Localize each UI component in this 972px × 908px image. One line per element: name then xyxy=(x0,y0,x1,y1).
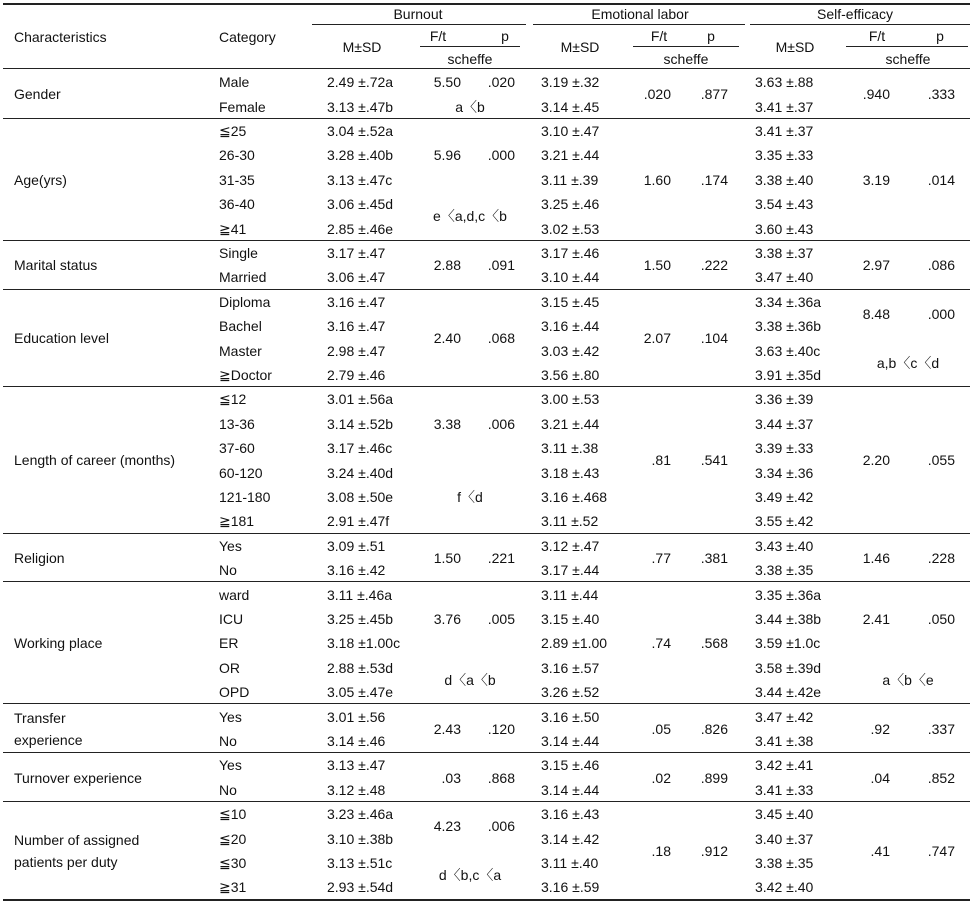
self-efficacy-scheffe-cell: a〈b〈e xyxy=(882,672,934,688)
burnout-msd-cell: 3.01 ±.56 xyxy=(327,708,386,725)
emotional-msd-cell: 3.16 ±.59 xyxy=(541,879,600,896)
header-group-burnout: Burnout xyxy=(393,6,443,22)
burnout-msd-cell: 3.11 ±.46a xyxy=(327,586,393,603)
category-cell: ≧Doctor xyxy=(219,367,272,383)
category-cell: No xyxy=(219,733,237,749)
burnout-msd-cell: 3.13 ±.51c xyxy=(327,855,393,871)
category-cell: 26-30 xyxy=(219,147,255,164)
emotional-msd-cell: 3.19 ±.32 xyxy=(541,74,600,91)
section-label: Number of assigned xyxy=(14,831,140,848)
category-cell: ≦20 xyxy=(219,830,247,847)
self-efficacy-msd-cell: 3.38 ±.37 xyxy=(755,245,814,261)
emotional-msd-cell: 3.15 ±.46 xyxy=(541,757,600,774)
self-efficacy-f-cell: 3.19 xyxy=(862,171,890,188)
section-divider xyxy=(3,386,970,387)
burnout-msd-cell: 3.10 ±.38b xyxy=(327,830,394,847)
section-divider xyxy=(3,703,970,704)
category-cell: Married xyxy=(219,269,267,286)
category-cell: OPD xyxy=(219,684,250,701)
self-efficacy-msd-cell: 3.41 ±.33 xyxy=(755,781,814,798)
burnout-msd-cell: 3.13 ±.47c xyxy=(327,171,393,188)
category-cell: OR xyxy=(219,659,240,676)
emotional-labor-f-cell: .77 xyxy=(651,550,671,566)
emotional-msd-cell: 3.16 ±.468 xyxy=(541,489,608,505)
burnout-msd-cell: 3.14 ±.46 xyxy=(327,733,386,749)
section-label: Length of career (months) xyxy=(14,452,176,469)
section-label: experience xyxy=(14,731,83,748)
category-cell: Master xyxy=(219,342,262,359)
self-efficacy-msd-cell: 3.35 ±.36a xyxy=(755,586,822,603)
burnout-f-cell: 1.50 xyxy=(433,550,461,566)
self-efficacy-msd-cell: 3.60 ±.43 xyxy=(755,220,814,237)
header-characteristics: Characteristics xyxy=(14,29,107,45)
self-efficacy-msd-cell: 3.63 ±.40c xyxy=(755,342,821,359)
burnout-msd-cell: 3.16 ±.42 xyxy=(327,562,386,579)
category-cell: Diploma xyxy=(219,293,271,310)
burnout-msd-cell: 2.91 ±.47f xyxy=(327,513,390,530)
category-cell: 36-40 xyxy=(219,196,255,213)
header-category: Category xyxy=(219,29,276,45)
burnout-scheffe-cell: e〈a,d,c〈b xyxy=(433,208,507,225)
burnout-msd-cell: 3.28 ±.40b xyxy=(327,147,394,164)
emotional-msd-cell: 3.14 ±.44 xyxy=(541,733,600,749)
burnout-scheffe-cell: a〈b xyxy=(455,98,485,115)
burnout-msd-cell: 3.01 ±.56a xyxy=(327,391,394,408)
emotional-msd-cell: 3.02 ±.53 xyxy=(541,220,600,237)
category-cell: ≧31 xyxy=(219,879,247,896)
category-cell: ≦12 xyxy=(219,391,247,408)
emotional-msd-cell: 3.10 ±.47 xyxy=(541,123,600,139)
header-msd-emotional-labor: M±SD xyxy=(560,39,600,55)
section-divider xyxy=(3,581,970,582)
burnout-f-cell: 3.38 xyxy=(433,415,461,432)
emotional-labor-p-cell: .912 xyxy=(700,842,728,859)
burnout-msd-cell: 3.13 ±.47b xyxy=(327,98,394,115)
header-ft-self-efficacy: F/t xyxy=(868,28,886,44)
self-efficacy-msd-cell: 3.41 ±.38 xyxy=(755,733,814,749)
burnout-p-cell: .868 xyxy=(487,769,515,786)
emotional-msd-cell: 3.03 ±.42 xyxy=(541,342,600,359)
burnout-p-cell: .006 xyxy=(487,818,515,835)
emotional-msd-cell: 3.16 ±.57 xyxy=(541,659,600,676)
burnout-ft-p-rule xyxy=(420,46,520,47)
header-ft-burnout: F/t xyxy=(429,28,447,44)
burnout-msd-cell: 2.79 ±.46 xyxy=(327,367,386,383)
self-efficacy-msd-cell: 3.41 ±.37 xyxy=(755,98,814,115)
burnout-msd-cell: 3.13 ±.47 xyxy=(327,757,386,774)
header-scheffe-self-efficacy: scheffe xyxy=(885,51,931,67)
emotional-labor-f-cell: 1.60 xyxy=(643,171,671,188)
burnout-group-rule xyxy=(312,24,526,25)
section-label: Transfer xyxy=(14,709,66,726)
table-bottom-rule xyxy=(3,899,970,901)
section-label: Gender xyxy=(14,86,61,103)
emotional-ft-p-rule xyxy=(633,46,739,47)
emotional-msd-cell: 3.11 ±.40 xyxy=(541,855,599,871)
burnout-f-cell: 5.50 xyxy=(433,74,461,91)
emotional-msd-cell: 3.11 ±.39 xyxy=(541,171,599,188)
self-efficacy-f-cell: .04 xyxy=(870,769,890,786)
self-efficacy-msd-cell: 3.63 ±.88 xyxy=(755,74,814,91)
category-cell: Yes xyxy=(219,537,242,554)
header-p-burnout: p xyxy=(501,28,509,44)
burnout-p-cell: .120 xyxy=(487,720,515,737)
category-cell: ward xyxy=(219,586,250,603)
self-efficacy-msd-cell: 3.38 ±.40 xyxy=(755,171,814,188)
self-efficacy-msd-cell: 3.34 ±.36 xyxy=(755,464,814,481)
section-label: Working place xyxy=(14,635,103,652)
burnout-msd-cell: 3.17 ±.46c xyxy=(327,440,393,457)
category-cell: No xyxy=(219,781,237,798)
burnout-f-cell: .03 xyxy=(441,769,461,786)
category-cell: 13-36 xyxy=(219,415,255,432)
burnout-msd-cell: 2.93 ±.54d xyxy=(327,879,394,896)
emotional-labor-f-cell: .81 xyxy=(651,452,671,469)
burnout-msd-cell: 3.25 ±.45b xyxy=(327,611,394,627)
burnout-msd-cell: 3.06 ±.45d xyxy=(327,196,394,213)
self-efficacy-f-cell: 2.41 xyxy=(862,611,890,627)
emotional-labor-f-cell: 1.50 xyxy=(643,257,671,274)
emotional-msd-cell: 3.16 ±.43 xyxy=(541,806,600,823)
category-cell: Female xyxy=(219,98,266,115)
self-efficacy-p-cell: .086 xyxy=(927,257,955,274)
self-efficacy-msd-cell: 3.47 ±.40 xyxy=(755,269,814,286)
self-efficacy-msd-cell: 3.36 ±.39 xyxy=(755,391,814,408)
category-cell: Single xyxy=(219,245,258,261)
self-efficacy-p-cell: .000 xyxy=(927,306,955,322)
category-cell: Yes xyxy=(219,708,242,725)
burnout-msd-cell: 3.16 ±.47 xyxy=(327,293,386,310)
self-efficacy-group-rule xyxy=(750,24,970,25)
emotional-msd-cell: 3.14 ±.44 xyxy=(541,781,600,798)
self-efficacy-f-cell: 1.46 xyxy=(862,550,890,566)
category-cell: ≦30 xyxy=(219,855,247,871)
emotional-msd-cell: 3.18 ±.43 xyxy=(541,464,600,481)
burnout-msd-cell: 2.85 ±.46e xyxy=(327,220,394,237)
emotional-msd-cell: 3.17 ±.44 xyxy=(541,562,600,579)
burnout-msd-cell: 3.06 ±.47 xyxy=(327,269,386,286)
burnout-scheffe-cell: f〈d xyxy=(457,489,483,505)
emotional-msd-cell: 3.17 ±.46 xyxy=(541,245,600,261)
section-divider xyxy=(3,752,970,753)
emotional-labor-p-cell: .104 xyxy=(700,330,728,347)
self-efficacy-msd-cell: 3.91 ±.35d xyxy=(755,367,822,383)
emotional-msd-cell: 3.11 ±.44 xyxy=(541,586,599,603)
self-efficacy-msd-cell: 3.38 ±.35 xyxy=(755,855,814,871)
emotional-msd-cell: 3.56 ±.80 xyxy=(541,367,600,383)
header-group-emotional-labor: Emotional labor xyxy=(591,6,689,22)
self-efficacy-msd-cell: 3.40 ±.37 xyxy=(755,830,814,847)
self-efficacy-msd-cell: 3.35 ±.33 xyxy=(755,147,814,164)
self-efficacy-f-cell: .92 xyxy=(870,720,890,737)
emotional-labor-f-cell: .020 xyxy=(643,86,671,103)
emotional-msd-cell: 3.16 ±.50 xyxy=(541,708,600,725)
emotional-msd-cell: 3.11 ±.52 xyxy=(541,513,599,530)
section-label: Religion xyxy=(14,550,65,566)
emotional-labor-p-cell: .381 xyxy=(700,550,728,566)
header-p-emotional-labor: p xyxy=(707,28,715,44)
burnout-p-cell: .006 xyxy=(487,415,515,432)
emotional-labor-p-cell: .568 xyxy=(700,635,728,652)
burnout-scheffe-cell: d〈a〈b xyxy=(444,672,496,688)
self-efficacy-msd-cell: 3.38 ±.36b xyxy=(755,318,822,335)
burnout-msd-cell: 3.17 ±.47 xyxy=(327,245,386,261)
burnout-f-cell: 3.76 xyxy=(433,611,461,627)
section-label: Education level xyxy=(14,330,109,347)
burnout-f-cell: 2.88 xyxy=(433,257,461,274)
category-cell: ≦25 xyxy=(219,123,247,139)
emotional-labor-p-cell: .826 xyxy=(700,720,728,737)
self-efficacy-msd-cell: 3.44 ±.42e xyxy=(755,684,822,701)
emotional-msd-cell: 3.12 ±.47 xyxy=(541,537,600,554)
category-cell: 60-120 xyxy=(219,464,263,481)
table-top-rule xyxy=(3,3,970,5)
self-efficacy-msd-cell: 3.45 ±.40 xyxy=(755,806,814,823)
burnout-f-cell: 2.43 xyxy=(433,720,461,737)
emotional-labor-p-cell: .541 xyxy=(700,452,728,469)
self-efficacy-msd-cell: 3.58 ±.39d xyxy=(755,659,822,676)
burnout-p-cell: .000 xyxy=(487,147,515,164)
emotional-msd-cell: 3.21 ±.44 xyxy=(541,147,600,164)
section-label: Marital status xyxy=(14,257,98,274)
burnout-p-cell: .091 xyxy=(487,257,515,274)
self-efficacy-msd-cell: 3.39 ±.33 xyxy=(755,440,814,457)
emotional-labor-p-cell: .174 xyxy=(700,171,728,188)
header-p-self-efficacy: p xyxy=(936,28,944,44)
self-efficacy-msd-cell: 3.43 ±.40 xyxy=(755,537,814,554)
header-msd-burnout: M±SD xyxy=(342,39,382,55)
category-cell: ICU xyxy=(219,611,244,627)
self-efficacy-f-cell: 8.48 xyxy=(862,306,890,322)
header-msd-self-efficacy: M±SD xyxy=(775,39,815,55)
self-efficacy-p-cell: .747 xyxy=(927,842,955,859)
emotional-labor-f-cell: .02 xyxy=(651,769,671,786)
self-efficacy-p-cell: .337 xyxy=(927,720,955,737)
self-efficacy-msd-cell: 3.42 ±.40 xyxy=(755,879,814,896)
self-efficacy-msd-cell: 3.59 ±1.0c xyxy=(755,635,821,652)
section-divider xyxy=(3,801,970,802)
emotional-msd-cell: 3.14 ±.42 xyxy=(541,830,600,847)
header-scheffe-emotional-labor: scheffe xyxy=(663,51,709,67)
self-efficacy-msd-cell: 3.41 ±.37 xyxy=(755,123,814,139)
category-cell: ≧41 xyxy=(219,220,247,237)
category-cell: Yes xyxy=(219,757,242,774)
emotional-msd-cell: 2.89 ±1.00 xyxy=(541,635,608,652)
self-efficacy-msd-cell: 3.42 ±.41 xyxy=(755,757,814,774)
emotional-labor-f-cell: 2.07 xyxy=(643,330,671,347)
self-efficacy-p-cell: .852 xyxy=(927,769,955,786)
category-cell: 121-180 xyxy=(219,489,271,505)
self-efficacy-p-cell: .228 xyxy=(927,550,955,566)
self-efficacy-msd-cell: 3.44 ±.37 xyxy=(755,415,814,432)
burnout-msd-cell: 2.88 ±.53d xyxy=(327,659,394,676)
burnout-f-cell: 2.40 xyxy=(433,330,461,347)
emotional-msd-cell: 3.15 ±.40 xyxy=(541,611,600,627)
emotional-labor-f-cell: .05 xyxy=(651,720,671,737)
burnout-msd-cell: 3.12 ±.48 xyxy=(327,781,386,798)
emotional-labor-p-cell: .877 xyxy=(700,86,728,103)
self-efficacy-msd-cell: 3.47 ±.42 xyxy=(755,708,814,725)
self-efficacy-p-cell: .055 xyxy=(927,452,955,469)
self-efficacy-msd-cell: 3.49 ±.42 xyxy=(755,489,814,505)
header-scheffe-burnout: scheffe xyxy=(447,51,493,67)
category-cell: ER xyxy=(219,635,239,652)
self-efficacy-p-cell: .050 xyxy=(927,611,955,627)
burnout-msd-cell: 3.08 ±.50e xyxy=(327,489,394,505)
self-efficacy-msd-cell: 3.38 ±.35 xyxy=(755,562,814,579)
section-divider xyxy=(3,533,970,534)
emotional-msd-cell: 3.11 ±.38 xyxy=(541,440,599,457)
self-efficacy-scheffe-cell: a,b〈c〈d xyxy=(876,354,940,371)
emotional-msd-cell: 3.00 ±.53 xyxy=(541,391,600,408)
emotional-msd-cell: 3.26 ±.52 xyxy=(541,684,600,701)
section-divider xyxy=(3,118,970,119)
section-divider xyxy=(3,240,970,241)
burnout-msd-cell: 3.14 ±.52b xyxy=(327,415,394,432)
burnout-p-cell: .221 xyxy=(487,550,515,566)
header-bottom-rule xyxy=(3,68,970,69)
emotional-msd-cell: 3.10 ±.44 xyxy=(541,269,600,286)
section-label: patients per duty xyxy=(14,853,118,870)
burnout-msd-cell: 3.05 ±.47e xyxy=(327,684,394,701)
self-efficacy-msd-cell: 3.54 ±.43 xyxy=(755,196,814,213)
self-efficacy-f-cell: .41 xyxy=(870,842,890,859)
burnout-msd-cell: 3.18 ±1.00c xyxy=(327,635,401,652)
section-label: Turnover experience xyxy=(14,769,142,786)
header-group-self-efficacy: Self-efficacy xyxy=(817,6,893,22)
burnout-p-cell: .005 xyxy=(487,611,515,627)
burnout-f-cell: 4.23 xyxy=(433,818,461,835)
burnout-p-cell: .068 xyxy=(487,330,515,347)
burnout-scheffe-cell: d〈b,c〈a xyxy=(438,867,502,884)
burnout-msd-cell: 3.23 ±.46a xyxy=(327,806,394,823)
self-efficacy-p-cell: .333 xyxy=(927,86,955,103)
category-cell: No xyxy=(219,562,237,579)
category-cell: Male xyxy=(219,74,250,91)
self-efficacy-f-cell: 2.20 xyxy=(862,452,890,469)
section-label: Age(yrs) xyxy=(14,171,67,188)
emotional-msd-cell: 3.21 ±.44 xyxy=(541,415,600,432)
category-cell: 37-60 xyxy=(219,440,255,457)
emotional-group-rule xyxy=(533,24,745,25)
emotional-msd-cell: 3.14 ±.45 xyxy=(541,98,600,115)
self-efficacy-msd-cell: 3.55 ±.42 xyxy=(755,513,814,530)
burnout-msd-cell: 2.49 ±.72a xyxy=(327,74,394,91)
burnout-msd-cell: 3.04 ±.52a xyxy=(327,123,394,139)
self-efficacy-ft-p-rule xyxy=(846,46,968,47)
category-cell: ≧181 xyxy=(219,513,255,530)
emotional-msd-cell: 3.16 ±.44 xyxy=(541,318,600,335)
burnout-msd-cell: 3.09 ±.51 xyxy=(327,537,386,554)
self-efficacy-f-cell: .940 xyxy=(862,86,890,103)
burnout-p-cell: .020 xyxy=(487,74,515,91)
category-cell: Bachel xyxy=(219,318,262,335)
burnout-msd-cell: 3.16 ±.47 xyxy=(327,318,386,335)
emotional-labor-f-cell: .18 xyxy=(651,842,671,859)
emotional-labor-p-cell: .222 xyxy=(700,257,728,274)
category-cell: 31-35 xyxy=(219,171,255,188)
emotional-labor-p-cell: .899 xyxy=(700,769,728,786)
burnout-f-cell: 5.96 xyxy=(433,147,461,164)
burnout-msd-cell: 2.98 ±.47 xyxy=(327,342,386,359)
emotional-labor-f-cell: .74 xyxy=(651,635,671,652)
section-divider xyxy=(3,289,970,290)
burnout-msd-cell: 3.24 ±.40d xyxy=(327,464,394,481)
header-ft-emotional-labor: F/t xyxy=(650,28,668,44)
emotional-msd-cell: 3.15 ±.45 xyxy=(541,293,600,310)
self-efficacy-msd-cell: 3.44 ±.38b xyxy=(755,611,822,627)
emotional-msd-cell: 3.25 ±.46 xyxy=(541,196,600,213)
self-efficacy-p-cell: .014 xyxy=(927,171,955,188)
self-efficacy-f-cell: 2.97 xyxy=(862,257,890,274)
self-efficacy-msd-cell: 3.34 ±.36a xyxy=(755,293,822,310)
category-cell: ≦10 xyxy=(219,806,247,823)
